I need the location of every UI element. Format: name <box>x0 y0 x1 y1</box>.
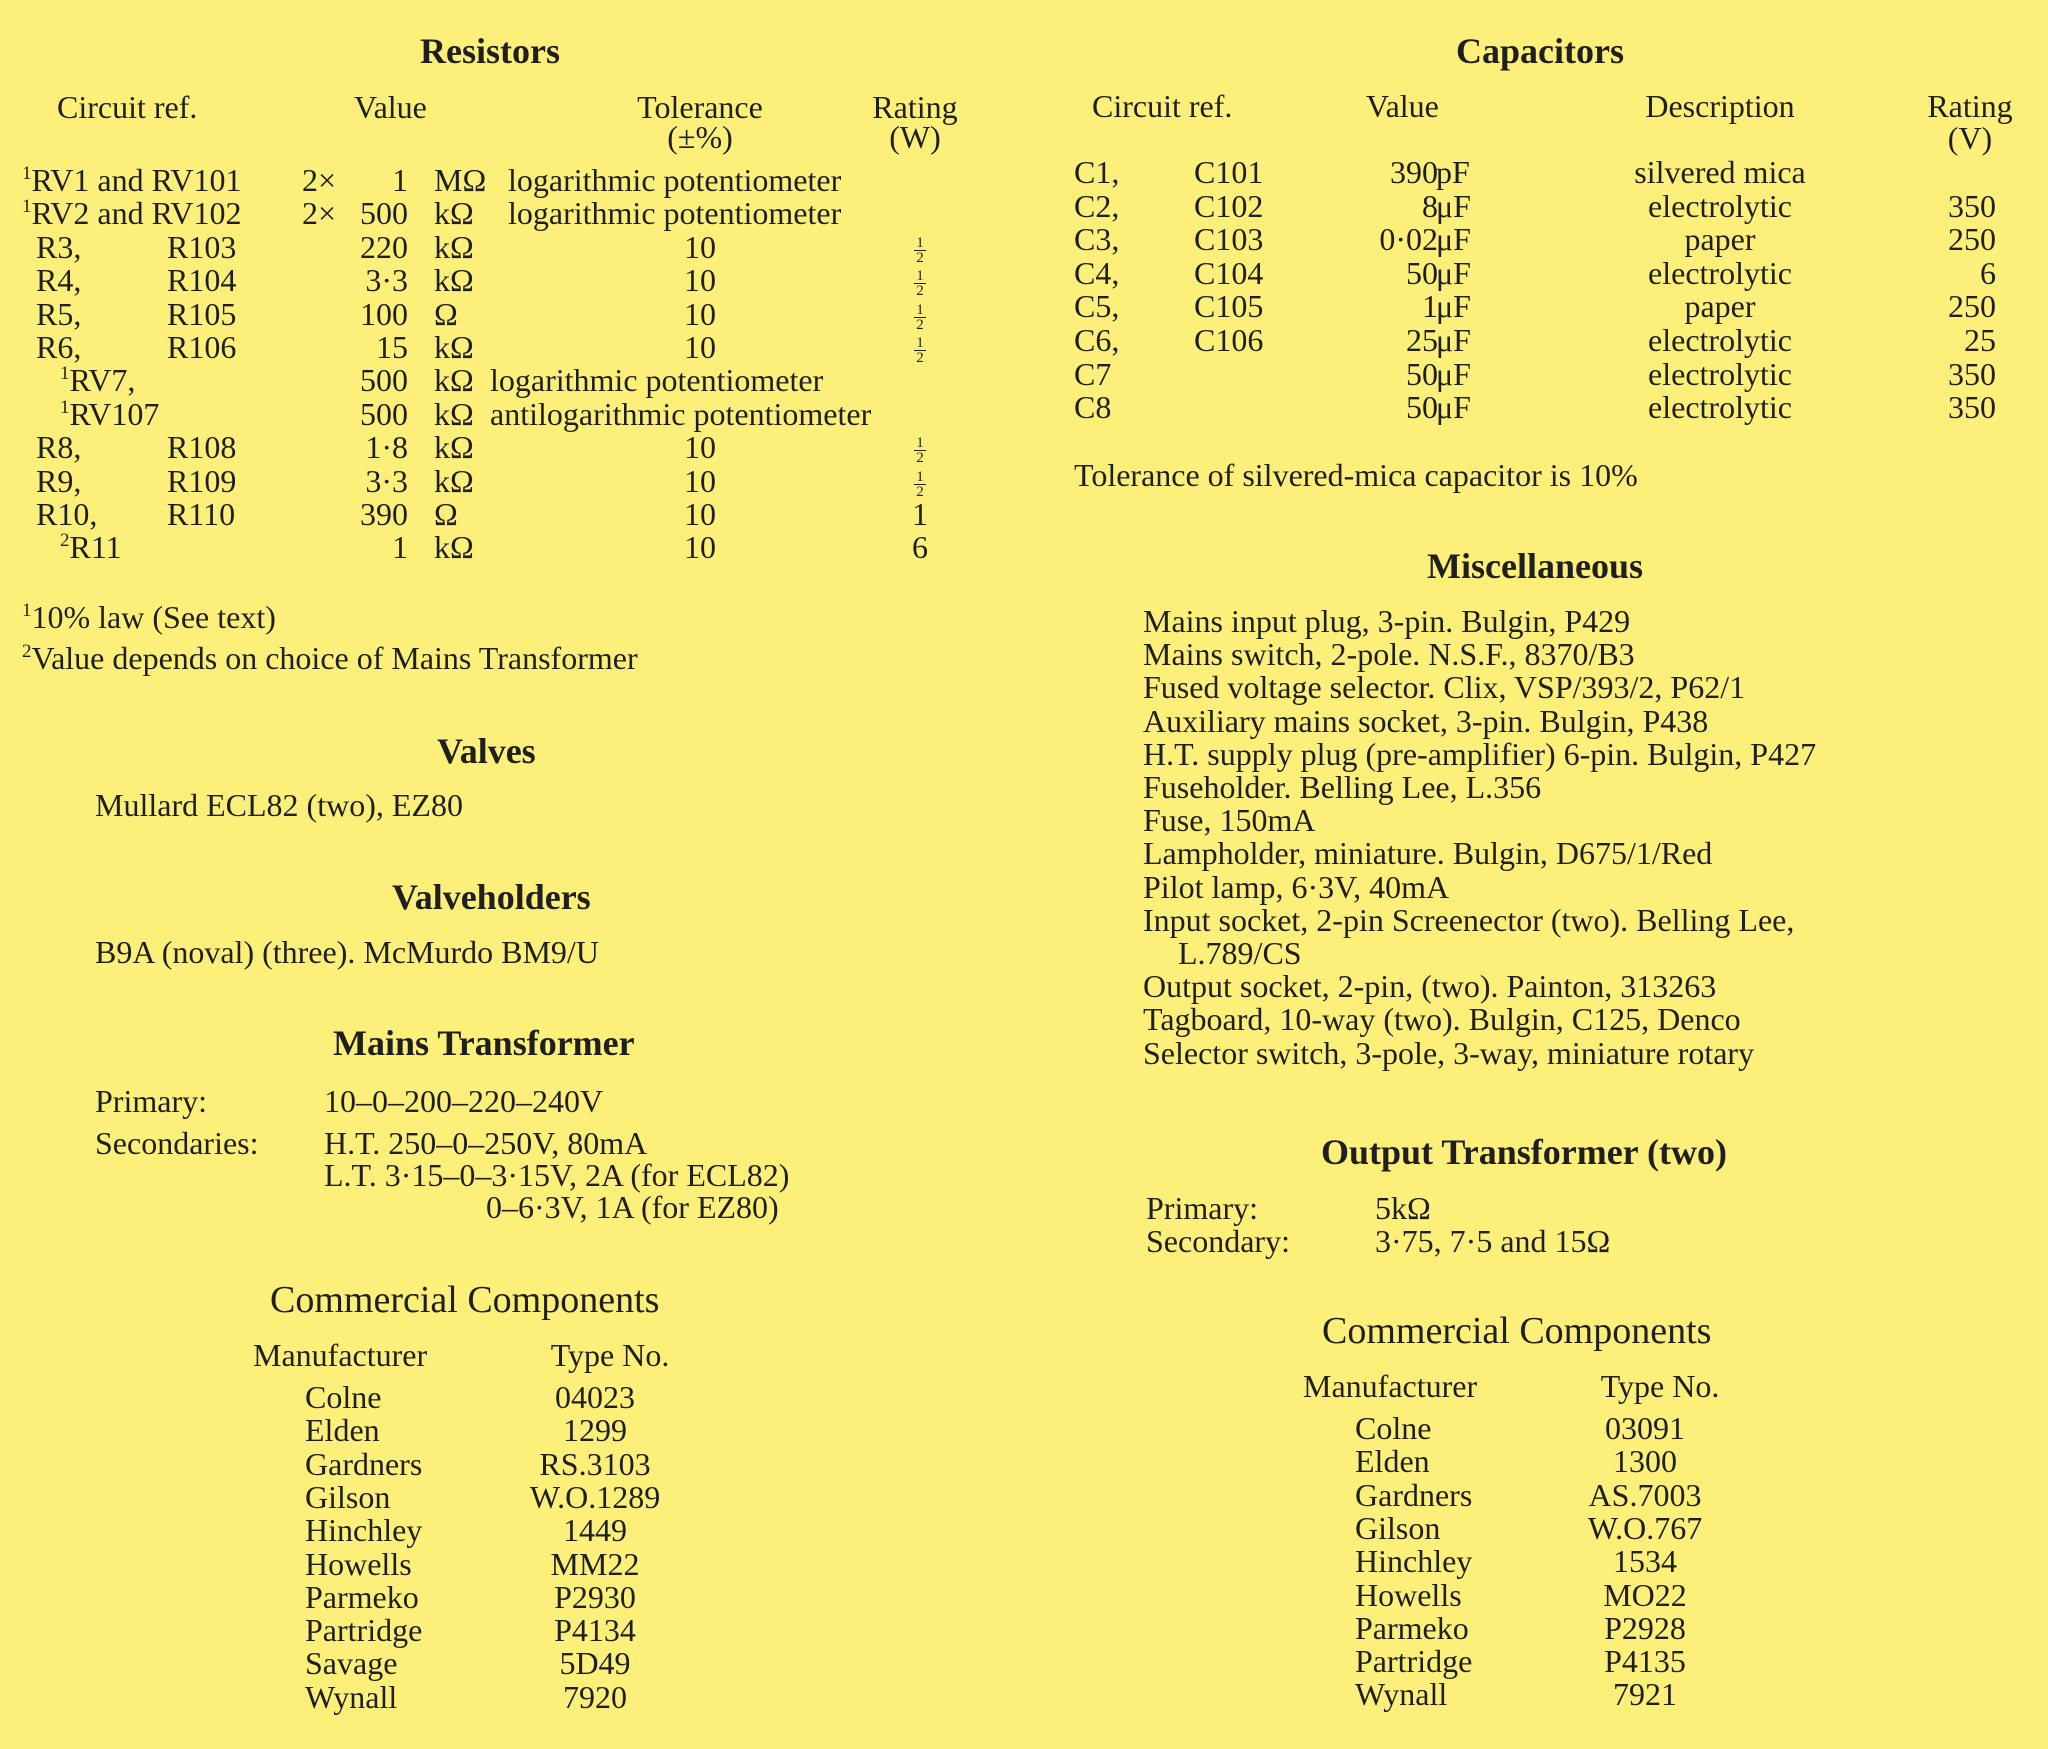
capacitor-unit: μF <box>1436 356 1471 392</box>
type-number: 03091 <box>1605 1410 1685 1446</box>
resistor-rating: 1 <box>912 496 928 532</box>
manufacturer-name: Parmeko <box>305 1579 419 1615</box>
capacitor-value: 390 <box>1390 154 1438 190</box>
resistor-value: 3·3 <box>365 262 408 298</box>
type-number: W.O.767 <box>1587 1510 1703 1546</box>
resistor-value: 390 <box>360 496 408 532</box>
type-number: P2928 <box>1604 1610 1686 1646</box>
capacitor-rating: 350 <box>1948 389 1996 425</box>
capacitor-ref: C4, <box>1074 255 1120 291</box>
mains-transformer-title: Mains Transformer <box>333 1023 635 1063</box>
resistor-description: logarithmic potentiometer <box>490 362 824 398</box>
commercial-left-col-manufacturer: Manufacturer <box>253 1337 428 1373</box>
resistor-ref-pair: R103 <box>167 229 237 265</box>
resistors-col-value: Value <box>354 89 427 125</box>
resistor-unit: Ω <box>434 496 458 532</box>
capacitor-rating: 250 <box>1948 288 1996 324</box>
resistors-title: Resistors <box>420 31 560 71</box>
valves-text: Mullard ECL82 (two), EZ80 <box>95 787 463 823</box>
resistor-ref: $^1$RV7, <box>60 362 136 398</box>
resistor-multiplier: 2× <box>302 195 337 231</box>
capacitor-ref-pair: C101 <box>1194 154 1264 190</box>
manufacturer-name: Colne <box>305 1379 382 1415</box>
misc-item: Auxiliary mains socket, 3-pin. Bulgin, P438 <box>1143 703 1709 739</box>
capacitor-rating: 350 <box>1948 188 1996 224</box>
resistor-ref: R5, <box>36 296 82 332</box>
capacitor-value: 50 <box>1406 255 1438 291</box>
capacitor-rating: 6 <box>1980 255 1996 291</box>
commercial-left-title: Commercial Components <box>270 1279 660 1321</box>
resistor-unit: kΩ <box>434 262 474 298</box>
resistor-unit: kΩ <box>434 229 474 265</box>
resistor-value: 1 <box>392 162 408 198</box>
capacitor-value: 50 <box>1406 389 1438 425</box>
misc-item: H.T. supply plug (pre-amplifier) 6-pin. Bulgin, P427 <box>1143 736 1817 772</box>
resistor-value: 1·8 <box>365 429 408 465</box>
misc-item: Tagboard, 10-way (two). Bulgin, C125, Denco <box>1143 1001 1741 1037</box>
resistor-unit: kΩ <box>434 195 474 231</box>
resistors-note-1: $^1$10% law (See text) <box>22 599 276 635</box>
resistor-value: 500 <box>360 195 408 231</box>
misc-item: Fuseholder. Belling Lee, L.356 <box>1143 769 1542 805</box>
capacitor-value: 50 <box>1406 356 1438 392</box>
type-number: 1534 <box>1613 1543 1677 1579</box>
resistor-tolerance: 10 <box>684 262 716 298</box>
manufacturer-name: Partridge <box>305 1612 423 1648</box>
resistor-ref-pair: R104 <box>167 262 237 298</box>
resistor-tolerance: 10 <box>684 429 716 465</box>
capacitors-title: Capacitors <box>1456 31 1624 71</box>
manufacturer-name: Parmeko <box>1355 1610 1469 1646</box>
commercial-right-title: Commercial Components <box>1322 1310 1712 1352</box>
resistor-ref-pair: R110 <box>167 496 236 532</box>
manufacturer-name: Elden <box>1355 1443 1430 1479</box>
misc-item: Mains input plug, 3-pin. Bulgin, P429 <box>1143 603 1631 639</box>
manufacturer-name: Howells <box>305 1546 412 1582</box>
commercial-left-col-type: Type No. <box>550 1337 670 1373</box>
capacitor-unit: μF <box>1436 188 1471 224</box>
resistor-ref: R4, <box>36 262 82 298</box>
resistor-ref-pair: R106 <box>167 329 237 365</box>
resistor-ref: R6, <box>36 329 82 365</box>
type-number: 7921 <box>1613 1676 1677 1712</box>
resistor-unit: MΩ <box>434 162 487 198</box>
manufacturer-name: Wynall <box>305 1679 398 1715</box>
resistors-col-rating-unit: (W) <box>889 119 941 155</box>
resistors-note-2: $^2$Value depends on choice of Mains Transformer <box>22 640 638 676</box>
mains-secondary-3: 0–6·3V, 1A (for EZ80) <box>486 1189 779 1225</box>
output-primary-value: 5kΩ <box>1375 1190 1431 1226</box>
capacitor-description: electrolytic <box>1648 322 1792 358</box>
type-number: P4135 <box>1604 1643 1686 1679</box>
resistor-tolerance: 10 <box>684 229 716 265</box>
miscellaneous-title: Miscellaneous <box>1427 546 1643 586</box>
type-number: W.O.1289 <box>529 1479 661 1515</box>
resistor-tolerance: 10 <box>684 496 716 532</box>
type-number: 04023 <box>555 1379 635 1415</box>
resistor-rating: $\frac{1}{2}$ <box>916 235 924 267</box>
type-number: AS.7003 <box>1588 1477 1702 1513</box>
capacitor-ref-pair: C104 <box>1194 255 1264 291</box>
capacitor-ref-pair: C102 <box>1194 188 1264 224</box>
capacitor-ref: C2, <box>1074 188 1120 224</box>
resistor-ref: R10, <box>36 496 98 532</box>
capacitor-ref-pair: C103 <box>1194 221 1264 257</box>
capacitors-col-rating: Rating <box>1927 88 2013 124</box>
resistor-rating: $\frac{1}{2}$ <box>916 469 924 501</box>
resistor-ref-pair: R109 <box>167 463 237 499</box>
type-number: MO22 <box>1603 1577 1687 1613</box>
capacitor-unit: μF <box>1436 288 1471 324</box>
resistors-col-circuit: Circuit ref. <box>57 89 198 125</box>
resistor-ref-pair: R105 <box>167 296 237 332</box>
capacitor-ref: C7 <box>1074 356 1112 392</box>
resistor-ref: R9, <box>36 463 82 499</box>
resistors-col-tolerance: Tolerance <box>637 89 763 125</box>
type-number: 7920 <box>563 1679 627 1715</box>
mains-primary-value: 10–0–200–220–240V <box>324 1083 604 1119</box>
resistor-multiplier: 2× <box>302 162 337 198</box>
capacitor-unit: μF <box>1436 221 1471 257</box>
capacitor-value: 1 <box>1422 288 1438 324</box>
output-secondary-value: 3·75, 7·5 and 15Ω <box>1375 1223 1611 1259</box>
resistor-ref-pair: R108 <box>167 429 237 465</box>
misc-item: Lampholder, miniature. Bulgin, D675/1/Red <box>1143 835 1713 871</box>
resistor-rating: $\frac{1}{2}$ <box>916 435 924 467</box>
valveholders-title: Valveholders <box>392 877 591 917</box>
resistor-value: 220 <box>360 229 408 265</box>
mains-secondaries-label: Secondaries: <box>95 1125 259 1161</box>
resistor-rating: $\frac{1}{2}$ <box>916 302 924 334</box>
resistor-rating: $\frac{1}{2}$ <box>916 335 924 367</box>
resistor-unit: kΩ <box>434 329 474 365</box>
manufacturer-name: Partridge <box>1355 1643 1473 1679</box>
type-number: RS.3103 <box>539 1446 651 1482</box>
capacitors-col-circuit: Circuit ref. <box>1092 88 1233 124</box>
output-secondary-label: Secondary: <box>1146 1223 1290 1259</box>
capacitor-description: paper <box>1684 288 1756 324</box>
manufacturer-name: Gilson <box>305 1479 391 1515</box>
resistor-rating: 6 <box>912 529 928 565</box>
type-number: P4134 <box>554 1612 636 1648</box>
capacitor-description: silvered mica <box>1634 154 1806 190</box>
type-number: 1300 <box>1613 1443 1677 1479</box>
resistor-value: 500 <box>360 396 408 432</box>
manufacturer-name: Gilson <box>1355 1510 1441 1546</box>
capacitor-unit: μF <box>1436 255 1471 291</box>
misc-item: Output socket, 2-pin, (two). Painton, 313263 <box>1143 968 1717 1004</box>
type-number: MM22 <box>550 1546 640 1582</box>
capacitor-ref-pair: C106 <box>1194 322 1264 358</box>
capacitor-value: 8 <box>1422 188 1438 224</box>
resistor-unit: kΩ <box>434 463 474 499</box>
resistor-ref: R8, <box>36 429 82 465</box>
capacitor-ref: C3, <box>1074 221 1120 257</box>
resistor-description: logarithmic potentiometer <box>508 162 842 198</box>
resistor-ref: $^1$RV107 <box>60 396 160 432</box>
commercial-right-col-manufacturer: Manufacturer <box>1303 1368 1478 1404</box>
resistor-unit: kΩ <box>434 396 474 432</box>
resistors-col-tolerance-unit: (±%) <box>667 119 733 155</box>
manufacturer-name: Hinchley <box>305 1512 423 1548</box>
resistor-ref: $^2$R11 <box>60 529 122 565</box>
misc-item: Fuse, 150mA <box>1143 802 1316 838</box>
misc-item: Pilot lamp, 6·3V, 40mA <box>1143 869 1450 905</box>
capacitor-ref: C8 <box>1074 389 1112 425</box>
manufacturer-name: Gardners <box>305 1446 423 1482</box>
capacitor-value: 0·02 <box>1379 221 1438 257</box>
misc-item: Mains switch, 2-pole. N.S.F., 8370/B3 <box>1143 636 1635 672</box>
resistor-rating: $\frac{1}{2}$ <box>916 268 924 300</box>
resistor-tolerance: 10 <box>684 463 716 499</box>
misc-item: L.789/CS <box>1178 935 1302 971</box>
capacitors-col-description: Description <box>1645 88 1795 124</box>
capacitor-unit: pF <box>1436 154 1470 190</box>
resistor-description: antilogarithmic potentiometer <box>490 396 872 432</box>
resistor-unit: kΩ <box>434 529 474 565</box>
valves-title: Valves <box>437 731 536 771</box>
manufacturer-name: Hinchley <box>1355 1543 1473 1579</box>
resistor-ref: R3, <box>36 229 82 265</box>
output-primary-label: Primary: <box>1146 1190 1258 1226</box>
manufacturer-name: Elden <box>305 1412 380 1448</box>
capacitor-unit: μF <box>1436 322 1471 358</box>
mains-secondary-2: L.T. 3·15–0–3·15V, 2A (for ECL82) <box>324 1157 790 1193</box>
manufacturer-name: Colne <box>1355 1410 1432 1446</box>
capacitor-description: electrolytic <box>1648 188 1792 224</box>
output-transformer-title: Output Transformer (two) <box>1321 1132 1727 1172</box>
capacitor-rating: 25 <box>1964 322 1996 358</box>
type-number: 1449 <box>563 1512 627 1548</box>
resistor-tolerance: 10 <box>684 296 716 332</box>
resistor-value: 1 <box>392 529 408 565</box>
resistors-col-rating: Rating <box>872 89 958 125</box>
capacitor-description: electrolytic <box>1648 255 1792 291</box>
resistor-unit: kΩ <box>434 362 474 398</box>
capacitors-note: Tolerance of silvered-mica capacitor is 10% <box>1074 457 1638 493</box>
misc-item: Selector switch, 3-pole, 3-way, miniature rotary <box>1143 1035 1755 1071</box>
type-number: P2930 <box>554 1579 636 1615</box>
resistor-ref: $^1$RV2 and RV102 <box>22 195 242 231</box>
valveholders-text: B9A (noval) (three). McMurdo BM9/U <box>95 934 599 970</box>
resistor-unit: kΩ <box>434 429 474 465</box>
resistor-tolerance: 10 <box>684 329 716 365</box>
capacitor-ref: C1, <box>1074 154 1120 190</box>
mains-primary-label: Primary: <box>95 1083 207 1119</box>
capacitor-description: paper <box>1684 221 1756 257</box>
capacitor-description: electrolytic <box>1648 389 1792 425</box>
capacitor-rating: 250 <box>1948 221 1996 257</box>
resistor-tolerance: 10 <box>684 529 716 565</box>
resistor-value: 3·3 <box>365 463 408 499</box>
capacitor-ref-pair: C105 <box>1194 288 1264 324</box>
capacitor-description: electrolytic <box>1648 356 1792 392</box>
resistor-value: 500 <box>360 362 408 398</box>
manufacturer-name: Howells <box>1355 1577 1462 1613</box>
manufacturer-name: Gardners <box>1355 1477 1473 1513</box>
misc-item: Input socket, 2-pin Screenector (two). Belling Lee, <box>1143 902 1795 938</box>
manufacturer-name: Wynall <box>1355 1676 1448 1712</box>
capacitor-ref: C6, <box>1074 322 1120 358</box>
capacitors-col-rating-unit: (V) <box>1947 120 1993 156</box>
resistor-description: logarithmic potentiometer <box>508 195 842 231</box>
resistor-value: 15 <box>376 329 408 365</box>
resistor-ref: $^1$RV1 and RV101 <box>22 162 242 198</box>
resistor-value: 100 <box>360 296 408 332</box>
misc-item: Fused voltage selector. Clix, VSP/393/2, P62/1 <box>1143 669 1746 705</box>
mains-secondary-1: H.T. 250–0–250V, 80mA <box>324 1125 648 1161</box>
capacitor-ref: C5, <box>1074 288 1120 324</box>
capacitor-rating: 350 <box>1948 356 1996 392</box>
resistor-unit: Ω <box>434 296 458 332</box>
manufacturer-name: Savage <box>305 1645 398 1681</box>
type-number: 5D49 <box>559 1645 631 1681</box>
commercial-right-col-type: Type No. <box>1600 1368 1720 1404</box>
capacitor-unit: μF <box>1436 389 1471 425</box>
capacitor-value: 25 <box>1406 322 1438 358</box>
capacitors-col-value: Value <box>1366 88 1439 124</box>
type-number: 1299 <box>563 1412 627 1448</box>
